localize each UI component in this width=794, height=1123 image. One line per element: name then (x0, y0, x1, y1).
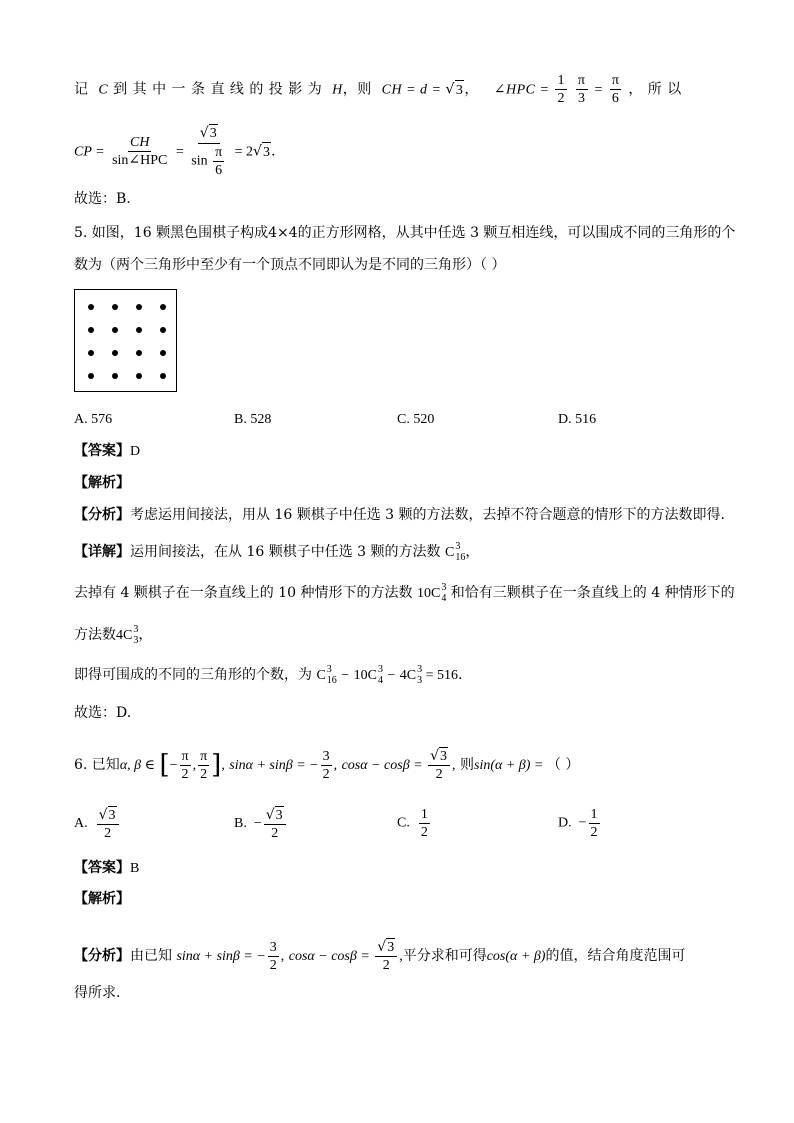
q5-fenxi: 【分析】考虑运用间接法，用从 16 颗棋子中任选 3 颗的方法数，去掉不符合题意的情形下的方法数即得. (74, 507, 725, 523)
go-stone-grid-figure (74, 289, 177, 392)
stone-dot (112, 304, 118, 310)
stone-dot (136, 327, 142, 333)
q5-line-c: 即得可围成的不同的三角形的个数，为 C 3 16 − 10C 3 4 − 4C 3 3 = 516. (74, 664, 463, 686)
answer-line-q4: 故选：B. (74, 191, 131, 207)
q6-fenxi: 【分析】由已知 sinα + sinβ = − $\frac{3}{2}$ , cosα − cosβ = $\frac{√3}{2}$ ,平分求和可得cos(α + β)的值，结合角度范围可 (74, 939, 686, 973)
q5-option-a[interactable]: A. 576 (74, 412, 113, 427)
q5-stem-line-2: 数为（两个三角形中至少有一个顶点不同即认为是不同的三角形）（ ） (74, 257, 506, 273)
q6-stem: 6. 已知α, β ∈ [− $\frac{\pi}{2}$ , $\frac{\pi}{2}$ ], sinα + sinβ = − $\frac{3}{2}$ , cosα − cosβ = $\frac{√3}{2}$ , 则sin(α + β) = （ ） (74, 748, 580, 782)
stone-dot (88, 373, 94, 379)
stone-dot (160, 327, 166, 333)
q6-option-c[interactable]: C. $\frac{1}{2}$ (397, 807, 428, 840)
q5-stem-line-1: 5. 如图，16 颗黑色围棋子构成4×4的正方形网格，从其中任选 3 颗互相连线，可以围成不同的三角形的个 (74, 225, 736, 241)
stone-dot (112, 327, 118, 333)
q6-option-d[interactable]: D. − $\frac{1}{2}$ (558, 807, 598, 840)
stone-dot (88, 304, 94, 310)
stone-dot (136, 373, 142, 379)
q6-option-a[interactable]: A. $\frac{√3}{2}$ (74, 806, 121, 842)
stone-dot (88, 327, 94, 333)
stone-dot (160, 304, 166, 310)
solution-line-1: 记 C 到 其 中 一 条 直 线 的 投 影 为 H，则 CH = d = √3， ∠HPC = $\frac{1}{2}$ $\frac{\pi}{3}$ = $\frac{\pi}{6}$ ， 所 以 (74, 73, 682, 106)
q5-line-b: 方法数4C 3 3 ， (74, 624, 153, 646)
q5-xiangjie: 【详解】运用间接法，在从 16 颗棋子中任选 3 颗的方法数 C 3 16 ， (74, 541, 480, 563)
q5-choose: 故选：D. (74, 705, 132, 721)
stone-dot (112, 373, 118, 379)
stone-dot (160, 350, 166, 356)
stone-dot (112, 350, 118, 356)
q6-answer: 【答案】B (74, 860, 140, 876)
q5-analysis-heading: 【解析】 (74, 475, 130, 491)
q5-answer: 【答案】D (74, 443, 141, 459)
q6-option-b[interactable]: B. − $\frac{√3}{2}$ (234, 806, 288, 842)
q5-line-a: 去掉有 4 颗棋子在一条直线上的 10 种情形下的方法数 10C 3 4 和恰有三颗棋子在一条直线上的 4 种情形下的 (74, 582, 735, 604)
stone-dot (136, 304, 142, 310)
solution-line-2: CP = $\frac{CH}{\text{sin∠HPC}}$ = √3 sin $\frac{\pi}{6}$ = 2√3. (74, 125, 276, 178)
q5-option-c[interactable]: C. 520 (397, 412, 435, 427)
q5-option-d[interactable]: D. 516 (558, 412, 597, 427)
q5-option-b[interactable]: B. 528 (234, 412, 272, 427)
stone-dot (136, 350, 142, 356)
q6-fenxi-cont: 得所求. (74, 985, 121, 1001)
stone-dot (88, 350, 94, 356)
stone-dot (160, 373, 166, 379)
q6-analysis-heading: 【解析】 (74, 891, 130, 907)
